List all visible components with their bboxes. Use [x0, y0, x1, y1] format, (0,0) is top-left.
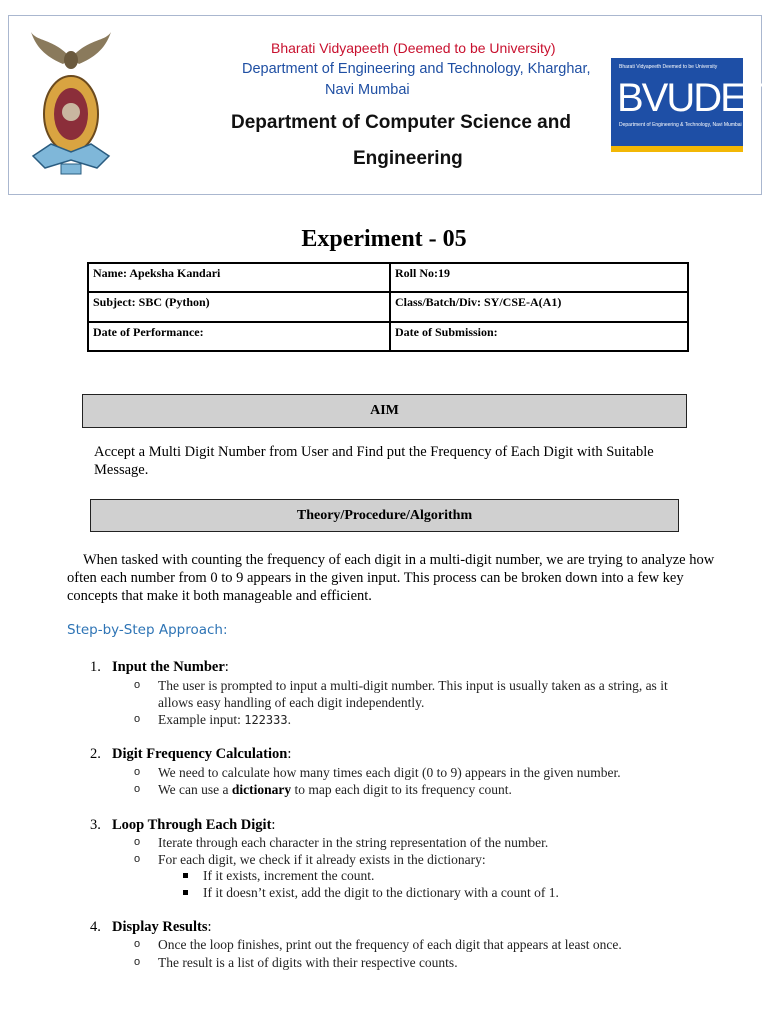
- square-bullet-icon: [183, 873, 188, 878]
- step-number: 2.: [90, 746, 101, 762]
- university-emblem-icon: [23, 28, 119, 178]
- date-submission-cell: Date of Submission:: [395, 325, 498, 339]
- logo-top-text: Bharati Vidyapeeth Deemed to be University: [619, 64, 718, 70]
- step-number: 4.: [90, 919, 101, 935]
- list-item-text: Iterate through each character in the string representation of the number.: [158, 835, 549, 850]
- roll-no-cell: Roll No:19: [395, 266, 450, 280]
- bvudet-logo: [611, 58, 768, 152]
- subject-cell: Subject: SBC (Python): [93, 295, 210, 309]
- theory-heading: Theory/Procedure/Algorithm: [90, 499, 679, 532]
- square-bullet-icon: [183, 890, 188, 895]
- list-item: [134, 677, 688, 711]
- circle-bullet-icon: o: [134, 713, 141, 725]
- sub-list-item: [203, 868, 374, 884]
- step-colon: :: [207, 919, 212, 935]
- circle-bullet-icon: o: [134, 836, 141, 848]
- step-title: Digit Frequency Calculation: [112, 746, 288, 762]
- circle-bullet-icon: o: [134, 938, 141, 950]
- list-item: [134, 781, 512, 798]
- logo-bottom-text: Department of Engineering & Technology, Navi Mumbai: [619, 122, 742, 128]
- list-item: [134, 711, 291, 729]
- list-item: [134, 954, 458, 971]
- sub-list-item: [203, 885, 559, 901]
- list-item: [134, 764, 621, 781]
- step-number: 1.: [90, 659, 101, 675]
- step-number: 3.: [90, 817, 101, 833]
- aim-text: Accept a Multi Digit Number from User and Find put the Frequency of Each Digit with Suitable Message.: [94, 444, 654, 478]
- list-item-text: We can use a: [158, 782, 232, 797]
- step-colon: :: [224, 659, 229, 675]
- list-item-text: We need to calculate how many times each digit (0 to 9) appears in the given number.: [158, 765, 621, 780]
- date-performance-cell: Date of Performance:: [93, 325, 204, 339]
- list-item: [134, 851, 486, 868]
- cs-department-line1: Department of Computer Science and: [231, 112, 571, 133]
- step-title: Display Results: [112, 919, 208, 935]
- list-item-text: Once the loop finishes, print out the frequency of each digit that appears at least once.: [158, 937, 622, 952]
- list-item: [134, 936, 622, 953]
- list-item: [134, 834, 549, 851]
- steps-heading: Step-by-Step Approach:: [67, 622, 228, 638]
- cs-department-line2: Engineering: [353, 148, 463, 169]
- sub-list-item-text: If it doesn’t exist, add the digit to the dictionary with a count of 1.: [203, 885, 559, 900]
- experiment-title: Experiment - 05: [301, 226, 467, 252]
- logo-main-text: BVUDET: [617, 76, 768, 120]
- list-item-end: .: [287, 712, 291, 727]
- step-colon: :: [271, 817, 276, 833]
- theory-intro-text: When tasked with counting the frequency of each digit in a multi-digit number, we are trying to analyze how often each number from 0 to 9 appears in the given input. This process can be broken down into a few key concepts that make it both manageable and efficient.: [67, 552, 715, 604]
- sub-list-item-text: If it exists, increment the count.: [203, 868, 375, 883]
- circle-bullet-icon: o: [134, 853, 141, 865]
- bold-term: dictionary: [231, 782, 292, 797]
- list-item-end: to map each digit to its frequency count.: [291, 782, 512, 797]
- list-item-text: The result is a list of digits with their respective counts.: [158, 955, 458, 970]
- example-code: 122333: [244, 713, 288, 727]
- step-colon: :: [287, 746, 292, 762]
- list-item-text: For each digit, we check if it already exists in the dictionary:: [158, 852, 486, 867]
- student-info-table: [87, 262, 689, 352]
- step-title: Loop Through Each Digit: [112, 817, 272, 833]
- name-cell: Name: Apeksha Kandari: [93, 266, 221, 280]
- class-batch-cell: Class/Batch/Div: SY/CSE-A(A1): [395, 295, 562, 309]
- list-item-text: The user is prompted to input a multi-digit number. This input is usually taken as a string, as it allows easy handling of each digit independently.: [158, 678, 668, 710]
- circle-bullet-icon: o: [134, 783, 141, 795]
- list-item-text: Example input:: [158, 712, 245, 727]
- university-name: Bharati Vidyapeeth (Deemed to be University): [271, 40, 556, 56]
- theory-intro: [67, 551, 717, 605]
- department-name-line1: Department of Engineering and Technology, Kharghar,: [242, 61, 591, 77]
- department-name-line2: Navi Mumbai: [325, 82, 410, 98]
- circle-bullet-icon: o: [134, 956, 141, 968]
- aim-heading: AIM: [82, 394, 687, 428]
- circle-bullet-icon: o: [134, 679, 141, 691]
- letterhead: [8, 15, 768, 195]
- step-title: Input the Number: [112, 659, 225, 675]
- circle-bullet-icon: o: [134, 766, 141, 778]
